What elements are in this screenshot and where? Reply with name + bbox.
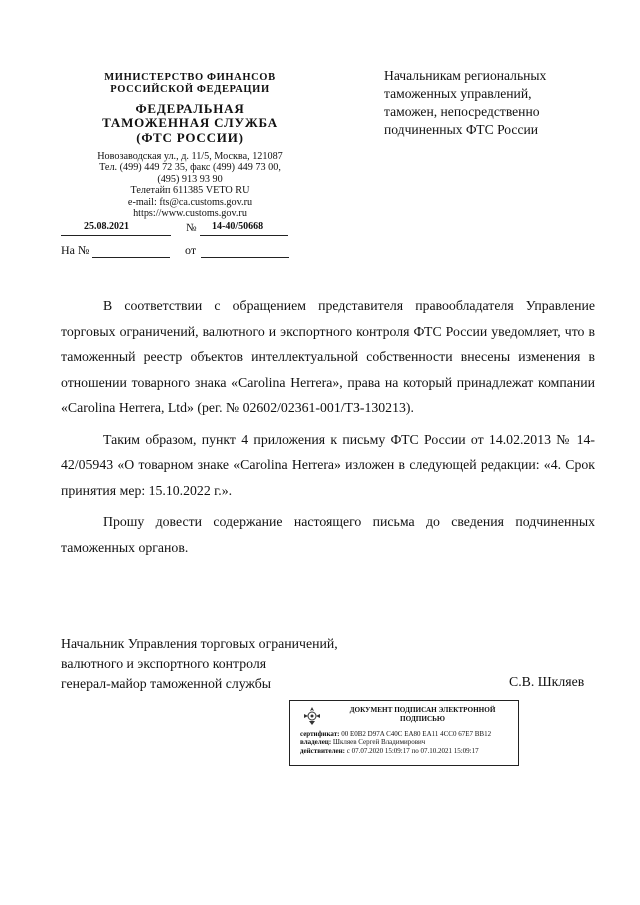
from-label: от (185, 243, 197, 257)
ref-underline (92, 257, 170, 258)
paragraph-2: Таким образом, пункт 4 приложения к письму ФТС России от 14.02.2013 № 14-42/05943 «О товарном знаке «Carolina Herrera» изложен в следующей редакции: «4. Срок принятия мер: 15.10.2022 г.». (61, 431, 595, 498)
certificate-row (300, 730, 515, 738)
certificate-value: 00 E0B2 D97A C40C EA80 EA11 4CC0 67E7 BB12 (341, 730, 492, 738)
recipient-line: Начальникам региональных (384, 68, 547, 83)
owner-row (300, 738, 515, 746)
valid-row (300, 747, 515, 755)
reg-number-underline (200, 235, 288, 236)
contact-block (60, 151, 320, 220)
fax: (495) 913 93 90 (157, 173, 223, 185)
teletype: Телетайп 611385 VETO RU (130, 185, 250, 197)
service-line: (ФТС РОССИИ) (136, 129, 244, 145)
service-line: ТАМОЖЕННАЯ СЛУЖБА (102, 115, 278, 131)
position-line: Начальник Управления торговых ограничений, (61, 636, 338, 651)
recipient-block (384, 67, 614, 139)
letterhead (60, 72, 320, 220)
certificate-label: сертификат: (300, 730, 340, 738)
recipient-line: подчиненных ФТС России (384, 121, 539, 137)
position-line: валютного и экспортного контроля (61, 655, 267, 671)
letter-body (61, 293, 595, 560)
ministry-line: РОССИЙСКОЙ ФЕДЕРАЦИИ (110, 84, 270, 96)
position-line: генерал-майор таможенной службы (61, 675, 272, 691)
reg-date: 25.08.2021 (84, 221, 129, 232)
recipient-line: таможен, непосредственно (384, 103, 540, 119)
stamp-details (300, 730, 515, 755)
owner-value: Шкляев Сергей Владимирович (332, 738, 426, 747)
service-line: ФЕДЕРАЛЬНАЯ (135, 101, 245, 117)
stamp-title: ДОКУМЕНТ ПОДПИСАН ЭЛЕКТРОННОЙ ПОДПИСЬЮ (349, 706, 496, 723)
from-underline (201, 257, 289, 258)
digital-signature-stamp (289, 700, 519, 766)
signatory-position (61, 634, 338, 693)
ministry-line: МИНИСТЕРСТВО ФИНАНСОВ (104, 72, 276, 83)
service-name (60, 102, 320, 145)
ref-label: На № (61, 243, 90, 257)
paragraph-1: В соответствии с обращением представителя правообладателя Управление торговых ограничений, валютного и экспортного контроля ФТС России уведомляет, что в таможенный реестр объектов интеллектуальной собственности внесены изменения в отношении товарного знака «Carolina Herrera», права на который принадлежат компании «Carolina Herrera, Ltd» (рег. № 02602/02361-001/ТЗ-130213). (61, 298, 595, 415)
signatory-name: С.В. Шкляев (509, 674, 585, 689)
address: Новозаводская ул., д. 11/5, Москва, 121087 (97, 151, 283, 163)
valid-label: действителен: (300, 746, 345, 755)
ministry-name (60, 72, 320, 96)
emblem-icon (300, 704, 324, 728)
email: e-mail: fts@ca.customs.gov.ru (127, 196, 253, 208)
phone-fax: Тел. (499) 449 72 35, факс (499) 449 73 00, (99, 162, 281, 174)
recipient-line: таможенных управлений, (384, 85, 532, 101)
reg-date-underline (61, 235, 171, 236)
reg-number-label: № (186, 222, 197, 234)
reg-number: 14-40/50668 (212, 221, 264, 232)
valid-value: с 07.07.2020 15:09:17 по 07.10.2021 15:09:17 (346, 746, 479, 755)
owner-label: владелец: (300, 738, 332, 747)
paragraph-3: Прошу довести содержание настоящего письма до сведения подчиненных таможенных органов. (61, 514, 595, 555)
website: https://www.customs.gov.ru (133, 208, 247, 220)
